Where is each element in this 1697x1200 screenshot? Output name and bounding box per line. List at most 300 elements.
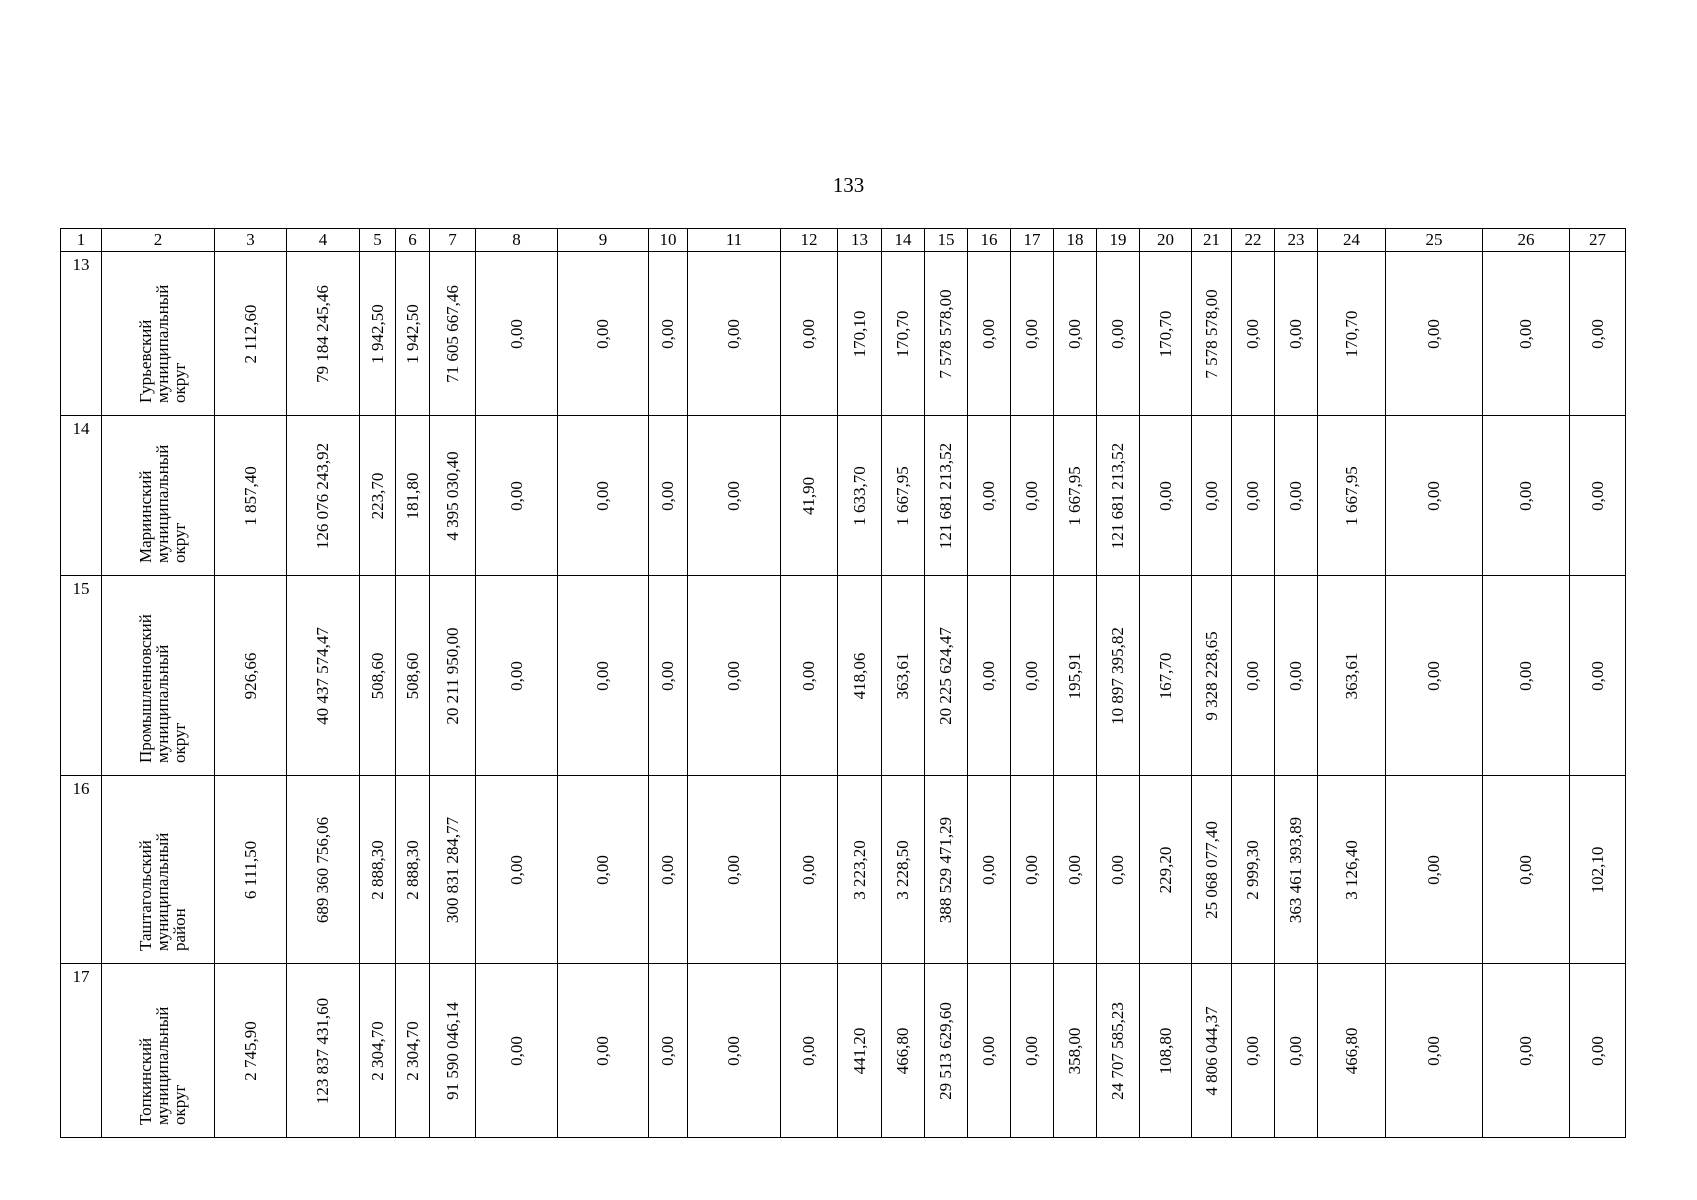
municipality-name-line: муниципальный — [153, 644, 172, 763]
value-cell-col-17 — [1011, 416, 1054, 576]
cell-value: 0,00 — [1155, 480, 1175, 511]
value-cell-col-25 — [1386, 416, 1483, 576]
value-cell-col-23 — [1275, 576, 1318, 776]
value-cell-col-8 — [476, 776, 558, 964]
value-cell-col-26 — [1483, 576, 1570, 776]
value-cell-col-22 — [1232, 252, 1275, 416]
column-header-10: 10 — [649, 229, 688, 252]
municipality-name-line: округ — [170, 1084, 189, 1125]
table-row — [61, 776, 1626, 964]
cell-value: 0,00 — [593, 480, 612, 511]
value-cell-col-27 — [1570, 576, 1626, 776]
cell-value: 108,80 — [1155, 1027, 1175, 1074]
value-cell-col-8 — [476, 964, 558, 1138]
cell-value: 0,00 — [593, 660, 612, 691]
cell-value: 3 126,40 — [1341, 839, 1361, 900]
cell-value: 0,00 — [1516, 854, 1535, 885]
value-cell-col-17 — [1011, 964, 1054, 1138]
value-cell-col-7 — [430, 576, 476, 776]
cell-value: 0,00 — [506, 854, 526, 885]
data-table — [60, 228, 1626, 1138]
value-cell-col-13 — [838, 252, 882, 416]
cell-value: 195,91 — [1065, 652, 1084, 699]
value-cell-col-17 — [1011, 252, 1054, 416]
row-number: 14 — [72, 419, 90, 438]
cell-value: 2 999,30 — [1243, 839, 1262, 900]
value-cell-col-3 — [215, 576, 287, 776]
cell-value: 0,00 — [724, 660, 743, 691]
cell-value: 0,00 — [724, 318, 743, 349]
value-cell-col-10 — [649, 416, 688, 576]
cell-value: 363 461 393,89 — [1286, 816, 1305, 923]
value-cell-col-25 — [1386, 776, 1483, 964]
column-header-11: 11 — [688, 229, 781, 252]
cell-value: 466,80 — [1341, 1027, 1361, 1074]
cell-value: 418,06 — [849, 652, 869, 699]
cell-value: 167,70 — [1155, 652, 1175, 699]
cell-value: 0,00 — [1022, 1035, 1041, 1066]
cell-value: 29 513 629,60 — [936, 1001, 955, 1100]
value-cell-col-10 — [649, 576, 688, 776]
cell-value: 0,00 — [799, 1035, 818, 1066]
municipality-name-line: Гурьевский — [136, 319, 155, 403]
column-header-15: 15 — [925, 229, 968, 252]
value-cell-col-4 — [287, 416, 360, 576]
cell-value: 0,00 — [1587, 318, 1607, 349]
cell-value: 0,00 — [979, 660, 998, 691]
value-cell-col-8 — [476, 416, 558, 576]
column-header-25: 25 — [1386, 229, 1483, 252]
cell-value: 0,00 — [1201, 480, 1221, 511]
value-cell-col-12 — [781, 776, 838, 964]
cell-value: 170,10 — [849, 310, 869, 357]
value-cell-col-26 — [1483, 964, 1570, 1138]
value-cell-col-12 — [781, 576, 838, 776]
value-cell-col-10 — [649, 252, 688, 416]
value-cell-col-16 — [968, 576, 1011, 776]
municipality-name-cell — [102, 252, 215, 416]
row-number-cell — [61, 252, 102, 416]
value-cell-col-3 — [215, 252, 287, 416]
column-header-14: 14 — [882, 229, 925, 252]
cell-value: 24 707 585,23 — [1108, 1001, 1127, 1100]
value-cell-col-21 — [1192, 576, 1232, 776]
cell-value: 121 681 213,52 — [936, 442, 955, 549]
column-header-4: 4 — [287, 229, 360, 252]
cell-value: 0,00 — [1065, 854, 1084, 885]
table-row — [61, 576, 1626, 776]
cell-value: 388 529 471,29 — [936, 816, 955, 923]
value-cell-col-13 — [838, 576, 882, 776]
value-cell-col-16 — [968, 416, 1011, 576]
cell-value: 358,00 — [1065, 1027, 1084, 1074]
cell-value: 229,20 — [1155, 846, 1175, 893]
value-cell-col-15 — [925, 252, 968, 416]
column-header-3: 3 — [215, 229, 287, 252]
value-cell-col-6 — [396, 576, 430, 776]
municipality-name-line: муниципальный — [153, 832, 172, 951]
value-cell-col-7 — [430, 776, 476, 964]
municipality-name-line: Таштагольский — [136, 840, 155, 951]
value-cell-col-18 — [1054, 576, 1097, 776]
value-cell-col-20 — [1140, 576, 1192, 776]
cell-value: 0,00 — [1243, 480, 1262, 511]
cell-value: 0,00 — [593, 854, 612, 885]
value-cell-col-3 — [215, 964, 287, 1138]
cell-value: 121 681 213,52 — [1108, 442, 1127, 549]
value-cell-col-26 — [1483, 252, 1570, 416]
value-cell-col-11 — [688, 964, 781, 1138]
column-header-13: 13 — [838, 229, 882, 252]
cell-value: 0,00 — [1022, 660, 1041, 691]
column-header-26: 26 — [1483, 229, 1570, 252]
value-cell-col-8 — [476, 252, 558, 416]
value-cell-col-4 — [287, 776, 360, 964]
cell-value: 1 667,95 — [893, 465, 912, 526]
value-cell-col-12 — [781, 416, 838, 576]
column-header-19: 19 — [1097, 229, 1140, 252]
cell-value: 170,70 — [1341, 310, 1361, 357]
municipality-name-cell — [102, 964, 215, 1138]
cell-value: 0,00 — [1022, 318, 1041, 349]
cell-value: 3 228,50 — [893, 839, 912, 900]
cell-value: 0,00 — [506, 660, 526, 691]
cell-value: 7 578 578,00 — [936, 288, 955, 379]
column-header-21: 21 — [1192, 229, 1232, 252]
municipality-name-cell — [102, 776, 215, 964]
row-number-cell — [61, 416, 102, 576]
value-cell-col-26 — [1483, 776, 1570, 964]
value-cell-col-20 — [1140, 964, 1192, 1138]
value-cell-col-14 — [882, 964, 925, 1138]
column-header-12: 12 — [781, 229, 838, 252]
value-cell-col-12 — [781, 252, 838, 416]
cell-value: 0,00 — [593, 1035, 612, 1066]
value-cell-col-15 — [925, 416, 968, 576]
value-cell-col-7 — [430, 252, 476, 416]
column-header-16: 16 — [968, 229, 1011, 252]
row-number-cell — [61, 776, 102, 964]
value-cell-col-22 — [1232, 776, 1275, 964]
municipality-name-line: муниципальный — [153, 1006, 172, 1125]
cell-value: 0,00 — [658, 854, 677, 885]
value-cell-col-6 — [396, 252, 430, 416]
cell-value: 0,00 — [1286, 1035, 1305, 1066]
value-cell-col-13 — [838, 964, 882, 1138]
value-cell-col-18 — [1054, 964, 1097, 1138]
value-cell-col-18 — [1054, 416, 1097, 576]
value-cell-col-21 — [1192, 964, 1232, 1138]
cell-value: 126 076 243,92 — [313, 442, 332, 549]
row-number: 15 — [72, 579, 90, 598]
column-header-9: 9 — [558, 229, 649, 252]
row-number-cell — [61, 576, 102, 776]
cell-value: 0,00 — [593, 318, 612, 349]
cell-value: 7 578 578,00 — [1201, 288, 1221, 379]
value-cell-col-10 — [649, 776, 688, 964]
cell-value: 41,90 — [799, 476, 818, 515]
column-header-22: 22 — [1232, 229, 1275, 252]
cell-value: 20 211 950,00 — [442, 626, 462, 725]
table-row — [61, 964, 1626, 1138]
cell-value: 10 897 395,82 — [1108, 626, 1127, 725]
page-number: 133 — [832, 173, 865, 197]
cell-value: 181,80 — [402, 472, 422, 519]
value-cell-col-4 — [287, 252, 360, 416]
cell-value: 363,61 — [893, 652, 912, 699]
row-number: 17 — [72, 967, 90, 986]
column-header-6: 6 — [396, 229, 430, 252]
cell-value: 0,00 — [1108, 318, 1127, 349]
cell-value: 0,00 — [658, 318, 677, 349]
cell-value: 926,66 — [240, 652, 260, 699]
cell-value: 0,00 — [1022, 480, 1041, 511]
cell-value: 2 304,70 — [402, 1020, 422, 1081]
cell-value: 0,00 — [1587, 480, 1607, 511]
municipality-name-line: муниципальный — [153, 284, 172, 403]
cell-value: 508,60 — [402, 652, 422, 699]
value-cell-col-19 — [1097, 964, 1140, 1138]
cell-value: 170,70 — [893, 310, 912, 357]
cell-value: 466,80 — [893, 1027, 912, 1074]
value-cell-col-24 — [1318, 776, 1386, 964]
column-header-2: 2 — [102, 229, 215, 252]
value-cell-col-24 — [1318, 964, 1386, 1138]
value-cell-col-15 — [925, 964, 968, 1138]
column-header-5: 5 — [360, 229, 396, 252]
value-cell-col-8 — [476, 576, 558, 776]
cell-value: 1 942,50 — [402, 303, 422, 364]
value-cell-col-18 — [1054, 252, 1097, 416]
row-number: 16 — [72, 779, 90, 798]
value-cell-col-24 — [1318, 416, 1386, 576]
cell-value: 0,00 — [658, 1035, 677, 1066]
municipality-name-line: Мариинский — [136, 470, 155, 563]
cell-value: 0,00 — [1286, 480, 1305, 511]
value-cell-col-20 — [1140, 252, 1192, 416]
value-cell-col-23 — [1275, 416, 1318, 576]
cell-value: 2 888,30 — [402, 839, 422, 900]
value-cell-col-20 — [1140, 416, 1192, 576]
cell-value: 0,00 — [979, 854, 998, 885]
value-cell-col-27 — [1570, 252, 1626, 416]
cell-value: 2 745,90 — [240, 1020, 260, 1081]
value-cell-col-27 — [1570, 964, 1626, 1138]
value-cell-col-14 — [882, 576, 925, 776]
value-cell-col-19 — [1097, 416, 1140, 576]
cell-value: 0,00 — [979, 1035, 998, 1066]
value-cell-col-15 — [925, 576, 968, 776]
cell-value: 0,00 — [506, 1035, 526, 1066]
cell-value: 0,00 — [506, 318, 526, 349]
cell-value: 0,00 — [1022, 854, 1041, 885]
cell-value: 0,00 — [658, 480, 677, 511]
value-cell-col-5 — [360, 576, 396, 776]
cell-value: 0,00 — [799, 660, 818, 691]
value-cell-col-16 — [968, 776, 1011, 964]
cell-value: 1 667,95 — [1341, 465, 1361, 526]
cell-value: 25 068 077,40 — [1201, 820, 1221, 919]
value-cell-col-17 — [1011, 576, 1054, 776]
column-header-1: 1 — [61, 229, 102, 252]
value-cell-col-6 — [396, 776, 430, 964]
column-header-row — [61, 229, 1626, 252]
cell-value: 0,00 — [1286, 318, 1305, 349]
municipality-name-cell — [102, 576, 215, 776]
value-cell-col-20 — [1140, 776, 1192, 964]
value-cell-col-19 — [1097, 252, 1140, 416]
cell-value: 102,10 — [1587, 846, 1607, 893]
value-cell-col-23 — [1275, 252, 1318, 416]
value-cell-col-18 — [1054, 776, 1097, 964]
value-cell-col-11 — [688, 252, 781, 416]
value-cell-col-22 — [1232, 416, 1275, 576]
value-cell-col-5 — [360, 776, 396, 964]
value-cell-col-21 — [1192, 252, 1232, 416]
cell-value: 123 837 431,60 — [313, 997, 332, 1104]
cell-value: 223,70 — [367, 472, 387, 519]
data-table-container — [60, 228, 1626, 1138]
value-cell-col-11 — [688, 776, 781, 964]
municipality-name-line: Промышленновский — [136, 614, 155, 763]
value-cell-col-10 — [649, 964, 688, 1138]
value-cell-col-17 — [1011, 776, 1054, 964]
municipality-name-line: округ — [170, 722, 189, 763]
cell-value: 0,00 — [724, 854, 743, 885]
row-number-cell — [61, 964, 102, 1138]
cell-value: 0,00 — [724, 1035, 743, 1066]
cell-value: 363,61 — [1341, 652, 1361, 699]
cell-value: 40 437 574,47 — [313, 626, 332, 725]
cell-value: 0,00 — [1424, 660, 1443, 691]
value-cell-col-13 — [838, 776, 882, 964]
column-header-18: 18 — [1054, 229, 1097, 252]
value-cell-col-12 — [781, 964, 838, 1138]
cell-value: 2 888,30 — [367, 839, 387, 900]
column-header-7: 7 — [430, 229, 476, 252]
cell-value: 1 633,70 — [849, 465, 869, 526]
value-cell-col-5 — [360, 964, 396, 1138]
cell-value: 0,00 — [1516, 660, 1535, 691]
value-cell-col-14 — [882, 776, 925, 964]
cell-value: 0,00 — [1243, 1035, 1262, 1066]
value-cell-col-5 — [360, 416, 396, 576]
row-number: 13 — [72, 255, 90, 274]
cell-value: 0,00 — [1424, 1035, 1443, 1066]
cell-value: 0,00 — [506, 480, 526, 511]
cell-value: 508,60 — [367, 652, 387, 699]
cell-value: 9 328 228,65 — [1201, 630, 1221, 721]
value-cell-col-9 — [558, 964, 649, 1138]
cell-value: 300 831 284,77 — [442, 816, 462, 923]
value-cell-col-14 — [882, 252, 925, 416]
cell-value: 0,00 — [1243, 318, 1262, 349]
cell-value: 0,00 — [1424, 854, 1443, 885]
cell-value: 71 605 667,46 — [442, 284, 462, 383]
cell-value: 6 111,50 — [240, 840, 260, 899]
column-header-17: 17 — [1011, 229, 1054, 252]
value-cell-col-23 — [1275, 776, 1318, 964]
value-cell-col-3 — [215, 776, 287, 964]
value-cell-col-23 — [1275, 964, 1318, 1138]
table-row — [61, 416, 1626, 576]
value-cell-col-4 — [287, 964, 360, 1138]
value-cell-col-21 — [1192, 776, 1232, 964]
value-cell-col-19 — [1097, 776, 1140, 964]
cell-value: 0,00 — [1243, 660, 1262, 691]
value-cell-col-9 — [558, 252, 649, 416]
value-cell-col-9 — [558, 416, 649, 576]
cell-value: 3 223,20 — [849, 839, 869, 900]
cell-value: 79 184 245,46 — [313, 284, 332, 383]
column-header-24: 24 — [1318, 229, 1386, 252]
municipality-name-cell — [102, 416, 215, 576]
column-header-27: 27 — [1570, 229, 1626, 252]
municipality-name-line: район — [170, 908, 189, 951]
municipality-name-line: муниципальный — [153, 444, 172, 563]
cell-value: 91 590 046,14 — [442, 1001, 462, 1100]
value-cell-col-5 — [360, 252, 396, 416]
value-cell-col-26 — [1483, 416, 1570, 576]
value-cell-col-11 — [688, 576, 781, 776]
cell-value: 441,20 — [849, 1027, 869, 1074]
cell-value: 2 112,60 — [240, 304, 260, 363]
cell-value: 4 806 044,37 — [1201, 1005, 1221, 1096]
cell-value: 0,00 — [799, 318, 818, 349]
cell-value: 1 667,95 — [1065, 465, 1084, 526]
value-cell-col-7 — [430, 416, 476, 576]
column-header-23: 23 — [1275, 229, 1318, 252]
column-header-20: 20 — [1140, 229, 1192, 252]
value-cell-col-22 — [1232, 964, 1275, 1138]
cell-value: 1 942,50 — [367, 303, 387, 364]
value-cell-col-25 — [1386, 964, 1483, 1138]
cell-value: 4 395 030,40 — [442, 450, 462, 541]
value-cell-col-27 — [1570, 776, 1626, 964]
cell-value: 170,70 — [1155, 310, 1175, 357]
value-cell-col-25 — [1386, 252, 1483, 416]
cell-value: 0,00 — [1516, 1035, 1535, 1066]
cell-value: 0,00 — [799, 854, 818, 885]
value-cell-col-3 — [215, 416, 287, 576]
municipality-name-line: Топкинский — [136, 1037, 155, 1125]
cell-value: 2 304,70 — [367, 1020, 387, 1081]
cell-value: 0,00 — [1516, 318, 1535, 349]
value-cell-col-16 — [968, 252, 1011, 416]
cell-value: 0,00 — [1587, 660, 1607, 691]
cell-value: 0,00 — [979, 318, 998, 349]
cell-value: 0,00 — [1286, 660, 1305, 691]
value-cell-col-9 — [558, 776, 649, 964]
value-cell-col-24 — [1318, 576, 1386, 776]
cell-value: 0,00 — [979, 480, 998, 511]
municipality-name-line: округ — [170, 362, 189, 403]
cell-value: 0,00 — [1108, 854, 1127, 885]
cell-value: 20 225 624,47 — [936, 626, 955, 725]
municipality-name-line: округ — [170, 522, 189, 563]
value-cell-col-22 — [1232, 576, 1275, 776]
value-cell-col-21 — [1192, 416, 1232, 576]
value-cell-col-4 — [287, 576, 360, 776]
value-cell-col-7 — [430, 964, 476, 1138]
cell-value: 0,00 — [658, 660, 677, 691]
cell-value: 1 857,40 — [240, 465, 260, 526]
value-cell-col-6 — [396, 964, 430, 1138]
cell-value: 0,00 — [1424, 318, 1443, 349]
value-cell-col-15 — [925, 776, 968, 964]
cell-value: 0,00 — [1424, 480, 1443, 511]
value-cell-col-6 — [396, 416, 430, 576]
